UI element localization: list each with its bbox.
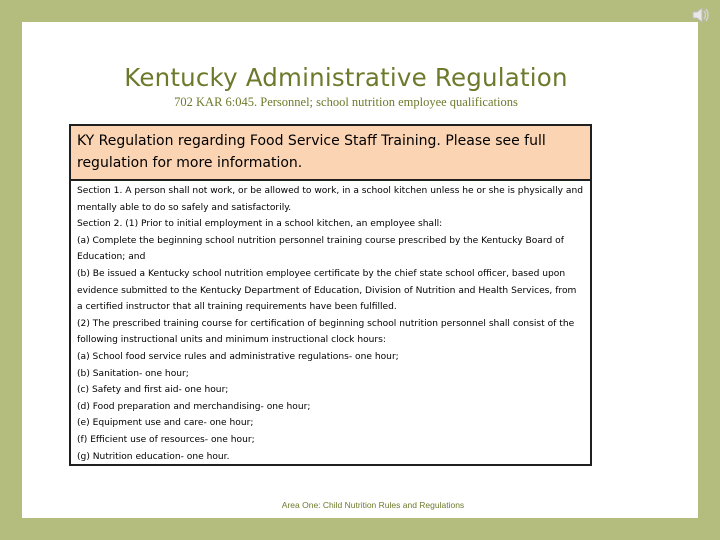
regulation-line: (a) School food service rules and administrative regulations- one hour; [77, 351, 399, 362]
regulation-line: (c) Safety and first aid- one hour; [77, 385, 229, 396]
regulation-line: (b) Be issued a Kentucky school nutrition employee certificate by the chief state school officer, based upon evidence submitted to the Kentucky Department of Education, Division of Nutrition and Health Services, from a certified instructor that all training requirements have been fulfilled. [77, 268, 577, 313]
regulation-line: Section 2. (1) Prior to initial employment in a school kitchen, an employee shall: [77, 219, 443, 230]
regulation-text [71, 181, 590, 465]
regulation-line: (b) Sanitation- one hour; [77, 368, 189, 379]
slide-subtitle: 702 KAR 6:045. Personnel; school nutrition employee qualifications [174, 95, 518, 109]
regulation-box-header: KY Regulation regarding Food Service Staff Training. Please see full regulation for more information. [71, 126, 590, 181]
regulation-line: Section 1. A person shall not work, or be allowed to work, in a school kitchen unless he or she is physically and mentally able to do so safely and satisfactorily. [77, 186, 583, 213]
regulation-line: (d) Food preparation and merchandising- one hour; [77, 401, 311, 412]
regulation-box [69, 124, 592, 466]
regulation-line: (a) Complete the beginning school nutrition personnel training course prescribed by the Kentucky Board of Education; and [77, 235, 564, 263]
speaker-icon[interactable] [690, 4, 712, 26]
regulation-line: (g) Nutrition education- one hour. [77, 451, 230, 462]
regulation-line: (e) Equipment use and care- one hour; [77, 418, 254, 429]
regulation-line: (2) The prescribed training course for certification of beginning school nutrition personnel shall consist of the following instructional units and minimum instructional clock hours: [77, 318, 575, 346]
slide-footer: Area One: Child Nutrition Rules and Regulations [281, 500, 465, 510]
slide-title: Kentucky Administrative Regulation [124, 63, 568, 92]
regulation-line: (f) Efficient use of resources- one hour; [77, 434, 255, 445]
